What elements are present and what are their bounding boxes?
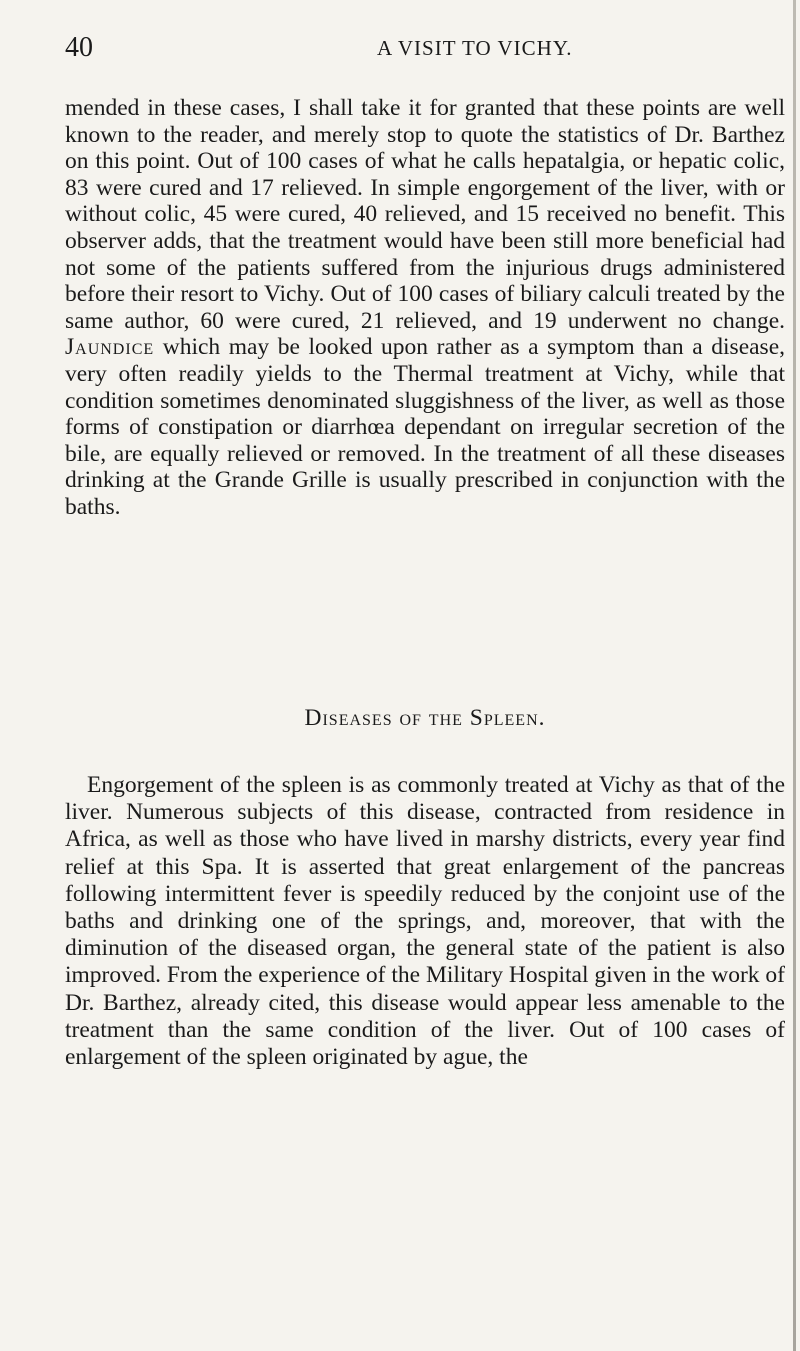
running-title: A VISIT TO VICHY.: [377, 36, 573, 60]
jaundice-text: which may be looked upon rather as a symptom than a disease, very often readily yields to the Thermal treatment at Vichy, while that condition sometimes denominated sluggishness of the liver, as well as those forms of constipation or diarrhœa dependant on irregular secretion of the bile, are equally relieved or removed. In the treatment of all these diseases drinking at the Grande Grille is usually prescribed in conjunction with the baths.: [65, 334, 785, 520]
jaundice-lead-word: Jaundice: [65, 334, 155, 361]
page-header: [65, 32, 780, 72]
page-number: 40: [65, 32, 93, 63]
paragraph-liver-statistics: [65, 95, 785, 521]
page-edge-shadow: [793, 0, 796, 1351]
paragraph-spleen: Engorgement of the spleen is as commonly treated at Vichy as that of the liver. Numerous subjects of this disease, contracted from residence in Africa, as well as those who have lived in marshy districts, every year find relief at this Spa. It is asserted that great enlargement of the pancreas following intermittent fever is speedily reduced by the conjoint use of the baths and drinking one of the springs, and, moreover, that with the diminution of the diseased organ, the general state of the patient is also improved. From the experience of the Military Hospital given in the work of Dr. Barthez, already cited, this disease would appear less amenable to the treatment than the same condition of the liver. Out of 100 cases of enlargement of the spleen originated by ague, the: [65, 772, 785, 1071]
body-text-top: [65, 95, 785, 521]
paragraph-text: mended in these cases, I shall take it for granted that these points are well known to the reader, and merely stop to quote the statistics of Dr. Barthez on this point. Out of 100 cases of what he calls hepatalgia, or hepatic colic, 83 were cured and 17 relieved. In simple engorgement of the liver, with or without colic, 45 were cured, 40 relieved, and 15 received no benefit. This observer adds, that the treatment would have been still more beneficial had not some of the patients suffered from the injurious drugs administered before their resort to Vichy. Out of 100 cases of biliary calculi treated by the same author, 60 were cured, 21 relieved, and 19 underwent no change.: [65, 95, 785, 334]
body-text-spleen: [65, 772, 785, 1071]
section-heading: Diseases of the Spleen.: [304, 705, 546, 731]
